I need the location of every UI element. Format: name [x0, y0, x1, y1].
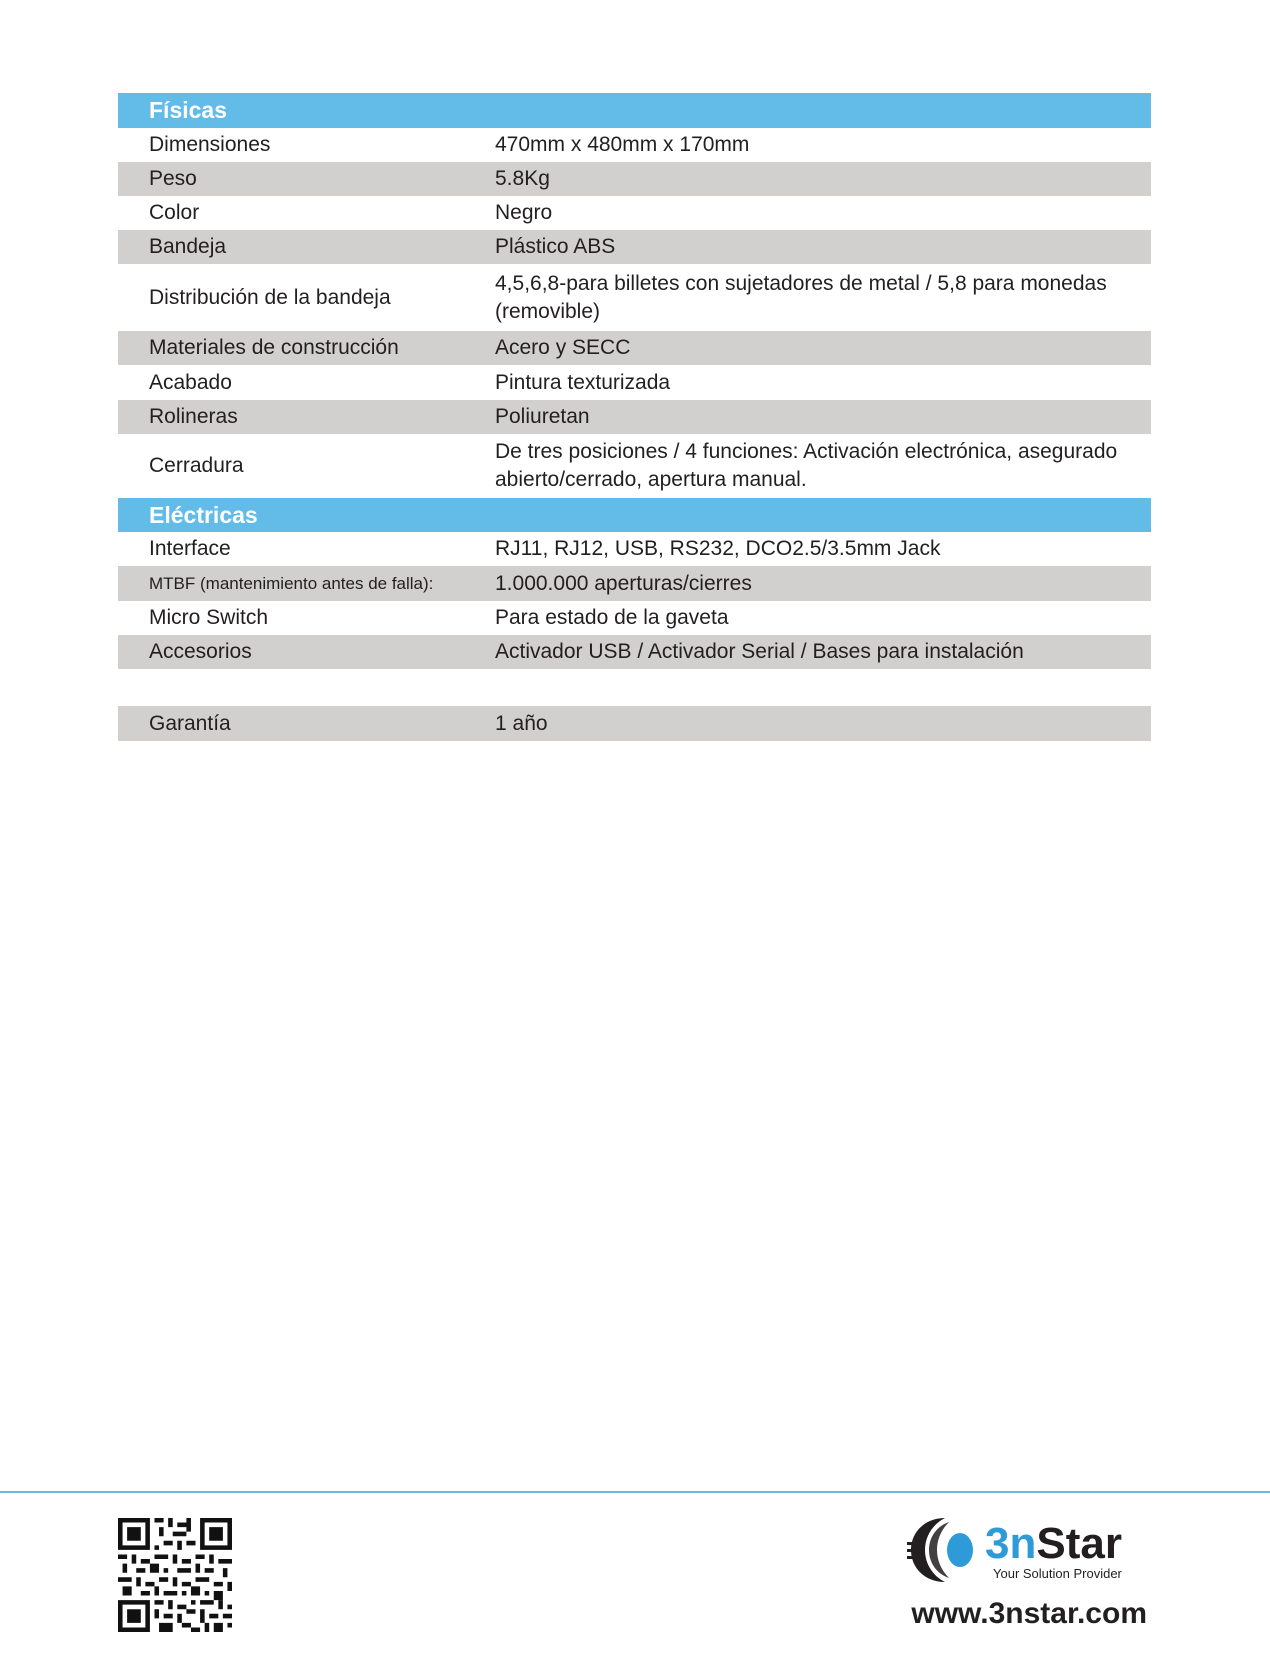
spec-row-garantia	[118, 706, 1151, 741]
section-title: Físicas	[149, 97, 227, 123]
spec-label: Materiales de construcción	[149, 336, 399, 359]
spec-label: Accesorios	[149, 640, 252, 663]
spec-row	[118, 566, 1151, 601]
spec-value: Plástico ABS	[495, 235, 616, 258]
spacer	[118, 669, 1151, 706]
spec-value: 5.8Kg	[495, 167, 550, 190]
spec-row	[118, 230, 1151, 264]
spec-value: 1.000.000 aperturas/cierres	[495, 571, 752, 595]
spec-row	[118, 128, 1151, 162]
qr-code-icon	[118, 1518, 232, 1632]
spec-label: MTBF (mantenimiento antes de falla):	[149, 573, 434, 593]
spec-value: 4,5,6,8-para billetes con sujetadores de metal / 5,8 para monedas (removible)	[495, 271, 1107, 323]
spec-label: Peso	[149, 167, 197, 190]
spec-label: Color	[149, 201, 200, 224]
spec-value: Acero y SECC	[495, 336, 631, 359]
logo-tagline: Your Solution Provider	[993, 1566, 1122, 1581]
footer-divider	[0, 1491, 1270, 1493]
section-title: Eléctricas	[149, 501, 258, 528]
spec-label: Garantía	[149, 711, 231, 735]
spec-value: RJ11, RJ12, USB, RS232, DCO2.5/3.5mm Jack	[495, 537, 941, 560]
spec-row	[118, 196, 1151, 230]
spec-row	[118, 400, 1151, 434]
spec-label: Acabado	[149, 370, 232, 394]
spec-value: Para estado de la gaveta	[495, 606, 729, 629]
spec-row	[118, 365, 1151, 400]
section-header-fisicas	[118, 93, 1151, 128]
spec-row	[118, 601, 1151, 635]
website-url[interactable]: www.3nstar.com	[911, 1597, 1147, 1630]
spec-value: Activador USB / Activador Serial / Bases para instalación	[495, 640, 1024, 663]
spec-value: 1 año	[495, 711, 548, 735]
spec-value: Poliuretan	[495, 405, 590, 428]
spec-label: Bandeja	[149, 235, 227, 258]
spec-label: Dimensiones	[149, 133, 271, 156]
spec-value: Negro	[495, 201, 553, 224]
spec-value: Pintura texturizada	[495, 370, 671, 394]
spec-label: Distribución de la bandeja	[149, 285, 391, 309]
spec-row	[118, 162, 1151, 196]
spec-row	[118, 264, 1151, 331]
spec-label: Cerradura	[149, 454, 244, 477]
spec-label: Rolineras	[149, 405, 238, 428]
spec-value: De tres posiciones / 4 funciones: Activación electrónica, asegurado abierto/cerrado, apertura manual.	[495, 440, 1118, 491]
logo-mark-icon	[907, 1518, 973, 1582]
spec-row	[118, 434, 1151, 498]
spec-table	[118, 93, 1151, 741]
spec-label: Interface	[149, 537, 231, 560]
spec-row	[118, 635, 1151, 669]
spec-label: Micro Switch	[149, 606, 269, 629]
3nstar-logo	[905, 1512, 1150, 1587]
spec-row	[118, 331, 1151, 365]
logo-text: 3nStar	[985, 1519, 1122, 1568]
section-header-electricas	[118, 498, 1151, 532]
spec-value: 470mm x 480mm x 170mm	[495, 133, 750, 156]
spec-row	[118, 532, 1151, 566]
